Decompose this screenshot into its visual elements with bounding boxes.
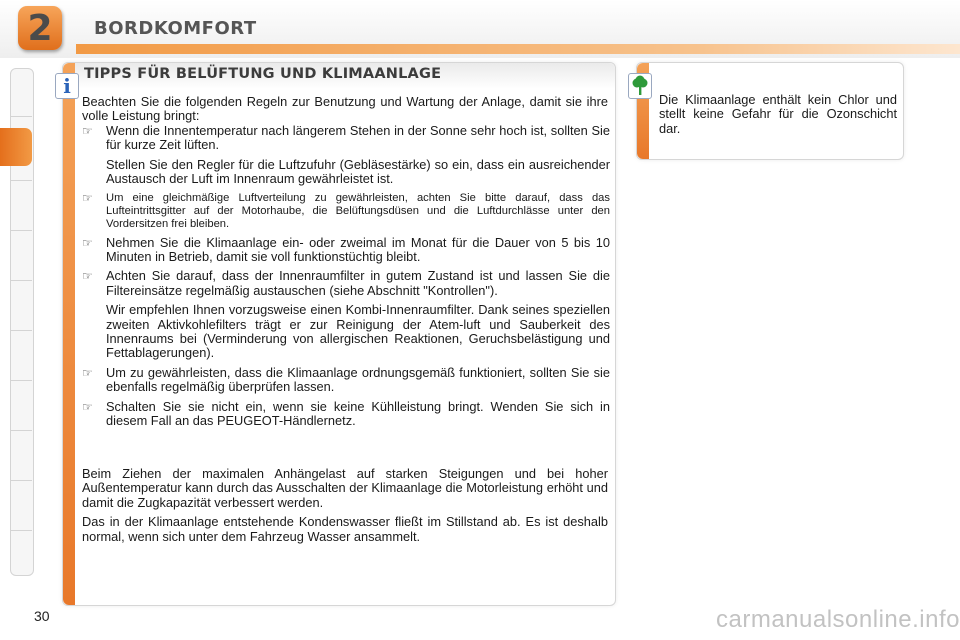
chapter-badge: 2	[18, 6, 62, 50]
tips-list	[82, 124, 610, 434]
tab-separator	[10, 380, 32, 381]
hand-pointer-icon: ☞	[82, 235, 93, 250]
section-title: TIPPS FÜR BELÜFTUNG UND KLIMAANLAGE	[84, 66, 442, 82]
tip-item	[82, 192, 610, 231]
chapter-tab-active[interactable]	[0, 128, 32, 166]
tip-item	[82, 366, 610, 395]
tip-paragraph: Achten Sie darauf, dass der Innenraumfilter in gutem Zustand ist und lassen Sie die Filtereinsätze regelmäßig austauschen (siehe Abschnitt "Kontrollen").	[106, 268, 610, 298]
tip-paragraph: Schalten Sie sie nicht ein, wenn sie keine Kühlleistung bringt. Wenden Sie sich in diesem Fall an das PEUGEOT-Händlernetz.	[106, 398, 610, 429]
tip-paragraph: Wir empfehlen Ihnen vorzugsweise einen Kombi-Innenraumfilter. Dank seines speziellen zweiten Aktivkohlefilters trägt er zur Reinigung der Atem-luft und Sauberkeit des Innenraums bei (Verminderung von allergischen Reaktionen, Geruchsbelästigung und Fettablagerungen).	[106, 302, 610, 361]
tab-separator	[10, 480, 32, 481]
tip-item	[82, 124, 610, 187]
tab-separator	[10, 430, 32, 431]
watermark: carmanualsonline.info	[716, 606, 960, 633]
tree-icon-graphic	[630, 75, 650, 97]
header-stripe	[76, 44, 960, 54]
tip-item	[82, 236, 610, 265]
tip-paragraph: Nehmen Sie die Klimaanlage ein- oder zweimal im Monat für die Dauer von 5 bis 10 Minuten in Betrieb, damit sie voll funktionstüchtig bleibt.	[106, 234, 610, 265]
tip-item	[82, 400, 610, 429]
tab-separator	[10, 180, 32, 181]
hand-pointer-icon: ☞	[82, 190, 93, 205]
info-icon: i	[55, 73, 79, 99]
page-number: 30	[34, 608, 50, 624]
tip-paragraph: Stellen Sie den Regler für die Luftzufuhr (Gebläsestärke) so ein, dass ein ausreichender Austausch der Luft im Innenraum gewährleistet ist.	[106, 156, 610, 187]
environment-text: Die Klimaanlage enthält kein Chlor und stellt keine Gefahr für die Ozonschicht dar.	[659, 92, 897, 136]
tab-separator	[10, 230, 32, 231]
tab-separator	[10, 330, 32, 331]
chapter-title: BORDKOMFORT	[94, 18, 257, 39]
tips-box-accent-bar	[63, 63, 75, 605]
footer-paragraph: Beim Ziehen der maximalen Anhängelast auf starken Steigungen und bei hoher Außentemperatur kann durch das Ausschalten der Klimaanlage die Motorleistung erhöht und damit die Zugkapazität verbessert werden.	[82, 466, 608, 510]
hand-pointer-icon: ☞	[82, 399, 93, 414]
intro-text: Beachten Sie die folgenden Regeln zur Benutzung und Wartung der Anlage, damit sie ihre volle Leistung bringt:	[82, 94, 608, 124]
tree-icon	[628, 73, 652, 99]
tab-separator	[10, 116, 32, 117]
hand-pointer-icon: ☞	[82, 365, 93, 380]
footer-notes	[82, 467, 608, 549]
tip-item	[82, 269, 610, 360]
tab-separator	[10, 280, 32, 281]
tab-separator	[10, 530, 32, 531]
tip-paragraph: Um eine gleichmäßige Luftverteilung zu gewährleisten, achten Sie bitte darauf, dass das Lufteintrittsgitter auf der Motorhaube, die Belüftungsdüsen und die Luftdurchlässe unter den Vordersitzen frei bleiben.	[106, 191, 610, 230]
hand-pointer-icon: ☞	[82, 269, 93, 284]
tip-paragraph: Um zu gewährleisten, dass die Klimaanlage ordnungsgemäß funktioniert, sollten Sie sie ebenfalls regelmäßig überprüfen lassen.	[106, 364, 610, 395]
footer-paragraph: Das in der Klimaanlage entstehende Kondenswasser fließt im Stillstand ab. Es ist deshalb normal, wenn sich unter dem Fahrzeug Wasser ansammelt.	[82, 514, 608, 544]
tip-paragraph: Wenn die Innentemperatur nach längerem Stehen in der Sonne sehr hoch ist, sollten Sie für kurze Zeit lüften.	[106, 123, 610, 153]
hand-pointer-icon: ☞	[82, 124, 93, 138]
